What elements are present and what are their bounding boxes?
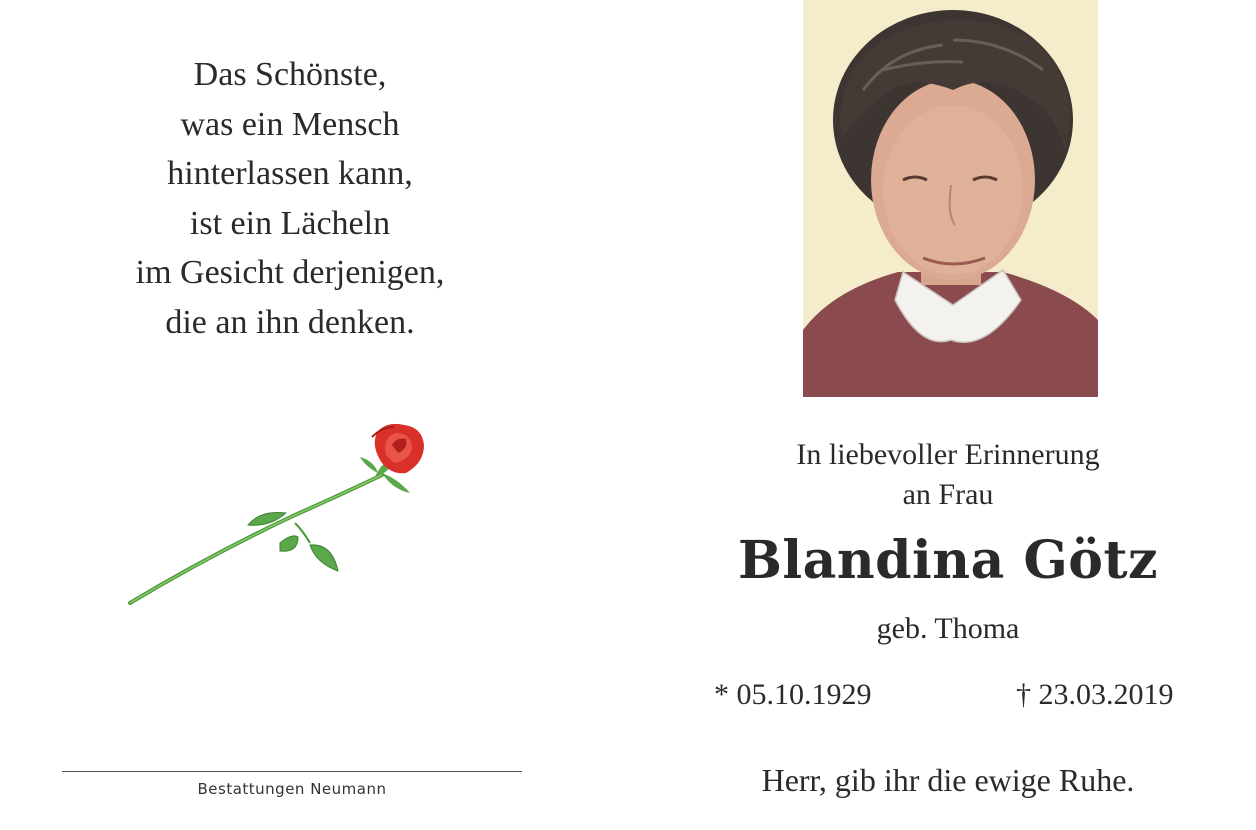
memorial-heading xyxy=(628,435,1256,515)
memorial-line-2: an Frau xyxy=(902,478,994,511)
right-panel xyxy=(628,0,1256,830)
birth-name: geb. Thoma xyxy=(876,612,1020,645)
birth-date: * 05.10.1929 xyxy=(714,678,872,711)
poem-line: hinterlassen kann, xyxy=(167,155,413,192)
poem-line: im Gesicht derjenigen, xyxy=(135,254,445,291)
deceased-name: Blandina Götz xyxy=(737,530,1159,591)
funeral-home-name: Bestattungen Neumann xyxy=(197,780,387,798)
footer-divider xyxy=(62,771,522,772)
rose-illustration xyxy=(120,415,440,615)
death-date: † 23.03.2019 xyxy=(1016,678,1174,711)
memorial-line-1: In liebevoller Erinnerung xyxy=(796,438,1100,471)
prayer-text: Herr, gib ihr die ewige Ruhe. xyxy=(761,762,1135,798)
poem-line: Das Schönste, xyxy=(193,56,387,93)
poem-line: ist ein Lächeln xyxy=(189,204,391,242)
poem-line: die an ihn denken. xyxy=(165,303,415,341)
poem-line: was ein Mensch xyxy=(180,105,400,143)
portrait-photo xyxy=(803,0,1098,397)
poem xyxy=(40,50,540,347)
